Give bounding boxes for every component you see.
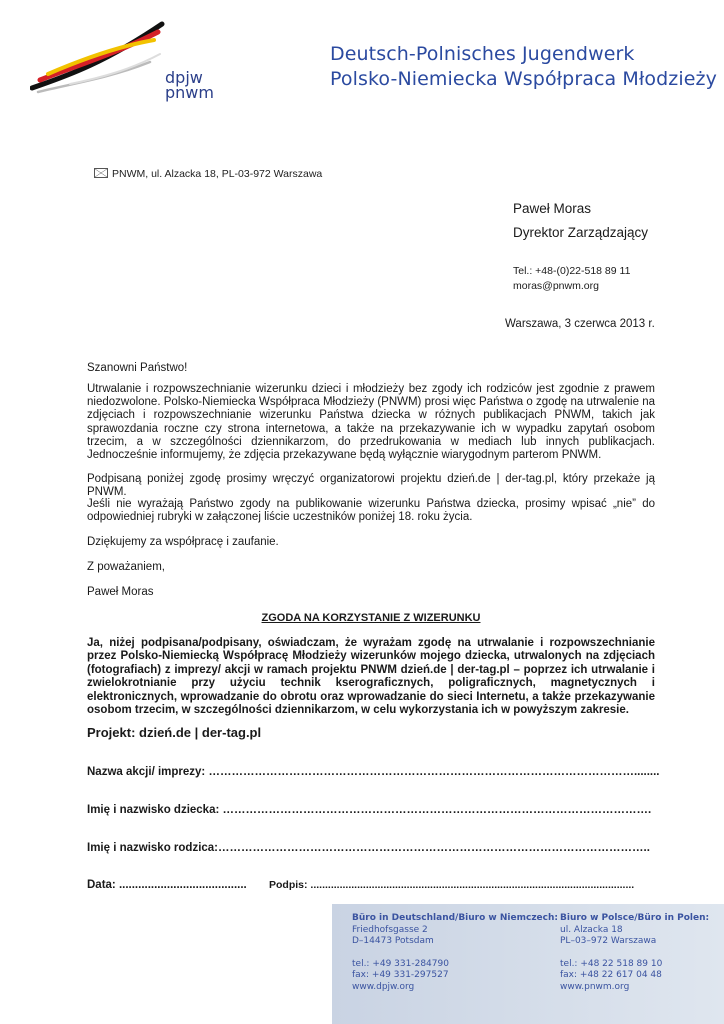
- paragraph-1: Utrwalanie i rozpowszechnianie wizerunku dzieci i młodzieży bez zgody ich rodziców jest zgodnie z prawem niedozwolone. Polsko-Niemiecka Współpraca Młodzieży (PNWM) prosi więc Państwa o zgodę na utrwalenie na zdjęciach i rozpowszechnianie wizerunku Państwa dziecka w różnych publikacjach PNWM, takich jak sprawozdania roczne czy strona internetowa, a także na przekazywanie ich w wypadku zapytań osobom trzecim, a w szczególności dziennikarzom, do przedrukowania w mediach lub innych publikacjach. Jednocześnie informujemy, że zdjęcia przekazywane będą wyłącznie wiarygodnym parterom PNWM.: [87, 383, 655, 462]
- recipient-email: moras@pnwm.org: [513, 280, 599, 292]
- recipient-title: Dyrektor Zarządzający: [513, 225, 649, 240]
- field-signature[interactable]: Podpis: ...............................................................................................................: [269, 879, 635, 891]
- field-child-name[interactable]: Imię i nazwisko dziecka: ………………………………………………………………………………………………….: [87, 804, 652, 816]
- org-name-de: Deutsch-Polnisches Jugendwerk: [330, 43, 635, 65]
- footer-de-city: D–14473 Potsdam: [352, 936, 434, 947]
- logo-line-pnwm: pnwm: [165, 83, 214, 102]
- paragraph-2: Podpisaną poniżej zgodę prosimy wręczyć organizatorowi projektu dzień.de | der-tag.pl, który przekaże ją PNWM.: [87, 473, 655, 499]
- footer-de-column: [352, 913, 558, 994]
- footer-de-fax: fax: +49 331-297527: [352, 970, 449, 981]
- signature-name: Paweł Moras: [87, 586, 154, 598]
- logo-line-dpjw: dpjw: [165, 68, 203, 87]
- footer-pl-heading: Biuro w Polsce/Büro in Polen:: [560, 913, 710, 923]
- footer-de-heading: Büro in Deutschland/Biuro w Niemczech:: [352, 913, 558, 923]
- footer-pl-column: [560, 913, 709, 994]
- field-event-name[interactable]: Nazwa akcji/ imprezy: …………………………………………………………………………………………………........: [87, 766, 660, 778]
- footer-de-web[interactable]: www.dpjw.org: [352, 981, 415, 992]
- logo-text: [165, 70, 214, 100]
- thanks-line: Dziękujemy za współpracę i zaufanie.: [87, 536, 279, 548]
- field-parent-name[interactable]: Imię i nazwisko rodzica:…………………………………………………………………………………………………..: [87, 842, 650, 854]
- paragraph-3: Jeśli nie wyrażają Państwo zgody na publikowanie wizerunku Państwa dziecka, prosimy wpisać „nie” do odpowiedniej rubryki w załączonej liście uczestników poniżej 18. roku życia.: [87, 498, 655, 524]
- footer-pl-street: ul. Alzacka 18: [560, 924, 623, 935]
- logo-swoosh-icon: [30, 18, 165, 98]
- recipient-name: Paweł Moras: [513, 201, 592, 216]
- footer-pl-city: PL–03–972 Warszawa: [560, 936, 657, 947]
- project-title: Projekt: dzień.de | der-tag.pl: [87, 725, 262, 740]
- consent-text: Ja, niżej podpisana/podpisany, oświadczam, że wyrażam zgodę na utrwalanie i rozpowszechnianie przez Polsko-Niemiecką Współpracę Młodzieży wizerunków mojego dziecka, utrwalonych na zdjęciach (fotografiach) z imprezy/ akcji w ramach projektu PNWM dzień.de | der-tag.pl – poprzez ich utrwalanie i zwielokrotnianie przy użyciu technik kserograficznych, poligraficznych, magnetycznych i elektronicznych, wprowadzanie do obrotu oraz wprowadzanie do sieci Internetu, a także przekazywanie osobom trzecim, w szczególności dziennikarzom, w celu wykorzystania ich w powyższym zakresie.: [87, 637, 655, 717]
- envelope-icon: [94, 168, 108, 178]
- footer-pl-tel: tel.: +48 22 518 89 10: [560, 958, 663, 969]
- footer-contact-box: [332, 904, 724, 1024]
- footer-pl-fax: fax: +48 22 617 04 48: [560, 970, 662, 981]
- letter-date: Warszawa, 3 czerwca 2013 r.: [505, 318, 655, 330]
- sender-address-text: PNWM, ul. Alzacka 18, PL-03-972 Warszawa: [112, 168, 323, 180]
- footer-de-tel: tel.: +49 331-284790: [352, 958, 449, 969]
- closing-line: Z poważaniem,: [87, 561, 165, 573]
- footer-de-street: Friedhofsgasse 2: [352, 924, 428, 935]
- recipient-phone: Tel.: +48-(0)22-518 89 11: [513, 265, 631, 277]
- salutation: Szanowni Państwo!: [87, 362, 188, 374]
- footer-pl-web[interactable]: www.pnwm.org: [560, 981, 630, 992]
- consent-heading: ZGODA NA KORZYSTANIE Z WIZERUNKU: [261, 612, 481, 624]
- field-date[interactable]: Data: ........................................: [87, 879, 247, 891]
- org-name-pl: Polsko-Niemiecka Współpraca Młodzieży: [330, 68, 717, 90]
- sender-address: [94, 167, 322, 180]
